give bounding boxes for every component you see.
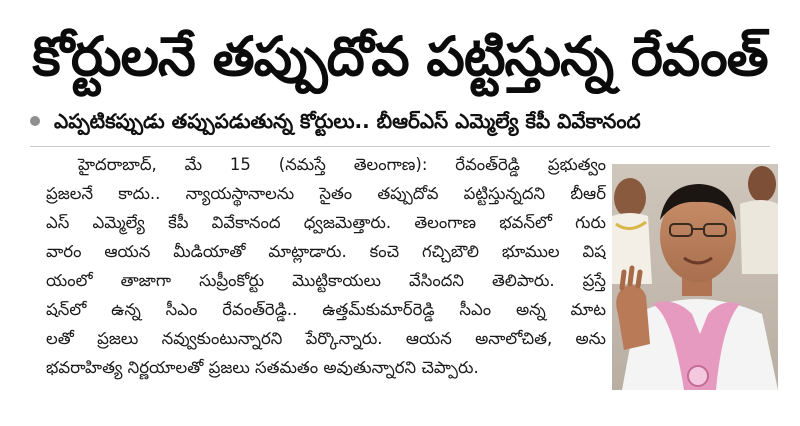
article-line: హైదరాబాద్, మే 15 (నమస్తే తెలంగాణ): రేవంత్‌రెడ్డి ప్రభుత్వం [78, 155, 606, 174]
subheadline: ఎప్పటికప్పుడు తప్పుపడుతున్న కోర్టులు.. బీఆర్‌ఎస్ ఎమ్మెల్యే కేపీ వివేకానంద [54, 109, 641, 133]
article-line: ఎస్ ఎమ్మెల్యే కేపీ వివేకానంద ధ్వజమెత్తారు. తెలంగాణ భవన్‌లో గురు [46, 213, 606, 232]
divider [30, 146, 770, 147]
article-line: వారం ఆయన మీడియాతో మాట్లాడారు. కంచె గచ్చిబౌలి భూముల విష [46, 242, 606, 261]
speaker-photo [612, 164, 778, 390]
article-body [46, 150, 606, 412]
headline: కోర్టులనే తప్పుదోవ పట్టిస్తున్న రేవంత్ [32, 25, 768, 88]
subheadline-row [30, 104, 790, 138]
article-line: యంలో తాజాగా సుప్రీంకోర్టు మొట్టికాయలు వేసిందని తెలిపారు. ప్రస్తే [46, 271, 606, 290]
bullet-icon [30, 116, 40, 126]
article-line: లతో ప్రజలు నవ్వుకుంటున్నారని పేర్కొన్నారు. ఆయన అనాలోచిత, అను [46, 329, 606, 348]
article-line: భవరాహిత్య నిర్ణయాలతో ప్రజలు సతమతం అవుతున్నారని చెప్పారు. [46, 358, 479, 377]
speaker-photo-illustration [612, 164, 778, 390]
article-line: షన్‌లో ఉన్న సీఎం రేవంత్‌రెడ్డి.. ఉత్తమ్‌కుమార్‌రెడ్డి సీఎం అన్న మాట [46, 300, 606, 319]
article-line: ప్రజలనే కాదు.. న్యాయస్థానాలను సైతం తప్పుదోవ పట్టిస్తున్నదని బీఆర్ [46, 184, 606, 203]
